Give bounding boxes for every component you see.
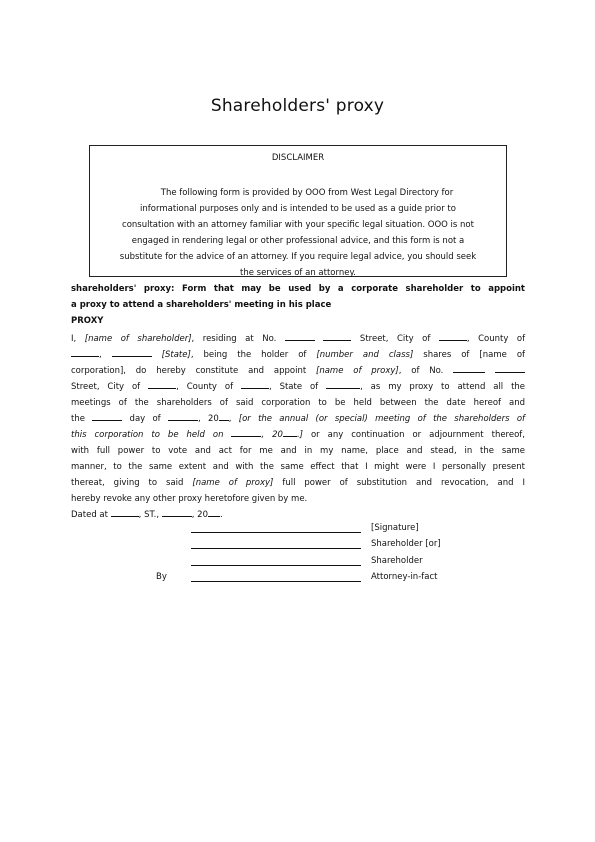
shareholder-or-line[interactable] (191, 548, 361, 549)
blank-proxy-number[interactable] (453, 364, 485, 373)
signature-label: [Signature] (371, 523, 419, 533)
blank-meeting-year[interactable] (283, 428, 297, 437)
body-line: thereat, giving to said [name of proxy] full power of substitution and revocation, and I (71, 478, 525, 488)
blank-street[interactable] (323, 332, 351, 341)
body-line: the day of , 20 , [or the annual (or special) meeting of the shareholders of (71, 414, 526, 424)
blank-day[interactable] (92, 412, 122, 421)
body-line: , [State], being the holder of [number and class] shares of [name of (71, 347, 525, 363)
blank-city[interactable] (439, 332, 467, 341)
signature-line[interactable] (191, 532, 361, 533)
blank-dated-place[interactable] (111, 508, 139, 517)
proxy-heading: PROXY (71, 316, 104, 326)
disclaimer-line: consultation with an attorney familiar with your specific legal situation. OOO is not (122, 220, 474, 230)
body-line: corporation], do hereby constitute and appoint [name of proxy], of No. (71, 363, 525, 379)
shareholder-label: Shareholder (371, 556, 423, 566)
blank-proxy-street[interactable] (495, 364, 525, 373)
disclaimer-line: informational purposes only and is intended to be used as a guide prior to (140, 204, 456, 214)
body-line: meetings of the shareholders of said corporation to be held between the date hereof and (71, 398, 525, 408)
document-title: Shareholders' proxy (210, 96, 385, 116)
placeholder-meeting-clause: [or the annual (or special) meeting of the shareholders of (238, 414, 526, 424)
attorney-line[interactable] (191, 581, 361, 582)
disclaimer-line: the services of an attorney. (240, 268, 356, 278)
blank-proxy-state[interactable] (326, 380, 360, 389)
placeholder-name-of-proxy: [name of proxy] (192, 478, 274, 488)
blank-month[interactable] (168, 412, 198, 421)
disclaimer-line: The following form is provided by OOO from West Legal Directory for (160, 188, 454, 198)
body-line: this corporation to be held on , 20 .] or any continuation or adjournment thereof, (71, 430, 525, 440)
placeholder-name-of-shareholder: [name of shareholder] (84, 334, 192, 344)
disclaimer-text (93, 185, 503, 281)
dated-line: Dated at , ST., , 20 . (71, 510, 223, 520)
blank-meeting-date[interactable] (231, 428, 261, 437)
body-line: manner, to the same extent and with the same effect that I might were I personally present (71, 462, 525, 472)
body-line: Street, City of , County of , State of , as my proxy to attend all the (71, 382, 526, 392)
disclaimer-line: engaged in rendering legal or other professional advice, and this form is not a (131, 236, 465, 246)
disclaimer-line: substitute for the advice of an attorney. If you require legal advice, you should seek (119, 252, 477, 262)
shareholder-line[interactable] (191, 565, 361, 566)
disclaimer-box (89, 145, 507, 277)
blank-year[interactable] (219, 412, 229, 421)
body-line: hereby revoke any other proxy heretofore given by me. (71, 494, 308, 504)
blank-dated-year[interactable] (208, 508, 220, 517)
shareholder-or-label: Shareholder [or] (371, 539, 441, 549)
blank-dated-day[interactable] (162, 508, 192, 517)
blank-county[interactable] (71, 348, 99, 357)
body-line: with full power to vote and act for me and in my name, place and stead, in the same (71, 446, 525, 456)
form-description-line-2: a proxy to attend a shareholders' meeting in his place (71, 300, 332, 310)
blank-house-number[interactable] (285, 332, 315, 341)
by-label: By (156, 572, 167, 582)
proxy-body (71, 331, 525, 523)
blank-state-name[interactable] (112, 348, 152, 357)
blank-proxy-county[interactable] (241, 380, 269, 389)
attorney-in-fact-label: Attorney-in-fact (371, 572, 438, 582)
body-line: I, [name of shareholder], residing at No. Street, City of , County of (71, 334, 526, 344)
placeholder-number-and-class: [number and class] (316, 350, 414, 360)
placeholder-state: [State] (161, 350, 191, 360)
placeholder-name-of-proxy: [name of proxy] (316, 366, 399, 376)
blank-proxy-city[interactable] (148, 380, 176, 389)
form-description-line-1: shareholders' proxy: Form that may be used by a corporate shareholder to appoint (71, 284, 525, 294)
disclaimer-heading: DISCLAIMER (271, 153, 325, 163)
